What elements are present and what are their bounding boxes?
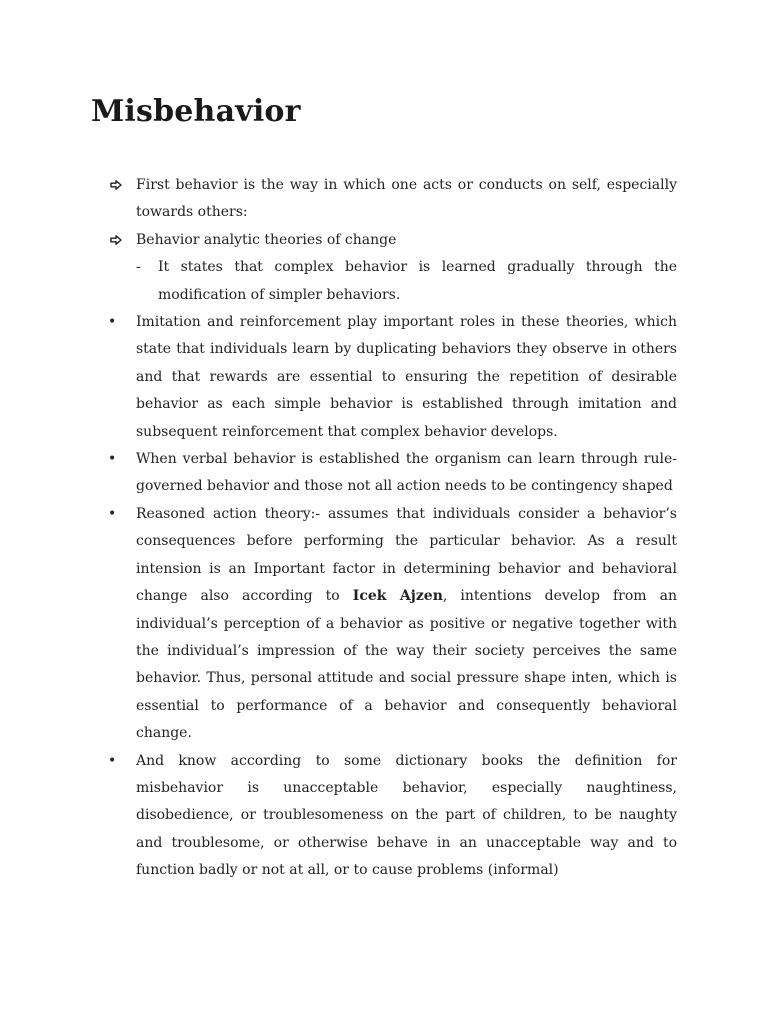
- list-item-text-before: Reasoned action theory:- assumes that individuals consider a behavior’s consequences before performing the particular behavior. As a result intension is an Important factor in determining behavior and behavioral change also according to: [136, 505, 677, 605]
- bullet-marker: •: [108, 752, 117, 769]
- list-item-text: And know according to some dictionary books the definition for misbehavior is unacceptable behavior, especially naughtiness, disobedience, or troublesomeness on the part of children, to be naughty and troublesome, or otherwise behave in an unacceptable way and to function badly or not at all, or to cause problems (informal): [136, 752, 677, 879]
- list-item-text-after: , intentions develop from an individual’s perception of a behavior as positive or negative together with the individual’s impression of the way their society perceives the same behavior. Thus, personal attitude and social pressure shape inten, which is essential to performance of a behavior and consequently behavioral change.: [136, 588, 677, 742]
- bullet-marker: •: [108, 451, 117, 468]
- dash-marker: -: [136, 259, 141, 276]
- arrow-icon: [110, 227, 128, 254]
- list-item-4: [91, 446, 677, 501]
- list-item-text: When verbal behavior is established the organism can learn through rule-governed behavior and those not all action needs to be contingency shaped: [136, 451, 677, 495]
- list-item-5: [91, 501, 677, 748]
- author-name: Icek Ajzen: [352, 588, 443, 605]
- list-item-3: [91, 309, 677, 446]
- content-list: [91, 172, 677, 885]
- list-item-1: [91, 172, 677, 227]
- sub-item: [136, 254, 677, 309]
- list-item-text: Imitation and reinforcement play important roles in these theories, which state that individuals learn by duplicating behaviors they observe in others and that rewards are essential to ensuring the repetition of desirable behavior as each simple behavior is established through imitation and subsequent reinforcement that complex behavior develops.: [136, 314, 677, 440]
- page-title: Misbehavior: [91, 94, 301, 129]
- list-item-text: First behavior is the way in which one acts or conducts on self, especially towards others:: [136, 177, 677, 221]
- sub-item-text: It states that complex behavior is learned gradually through the modification of simpler behaviors.: [158, 259, 677, 303]
- bullet-marker: •: [108, 314, 117, 331]
- list-item-6: [91, 748, 677, 885]
- list-item-text: Behavior analytic theories of change: [136, 231, 397, 248]
- arrow-icon: [110, 172, 128, 199]
- bullet-marker: •: [108, 505, 117, 522]
- list-item-2: [91, 227, 677, 309]
